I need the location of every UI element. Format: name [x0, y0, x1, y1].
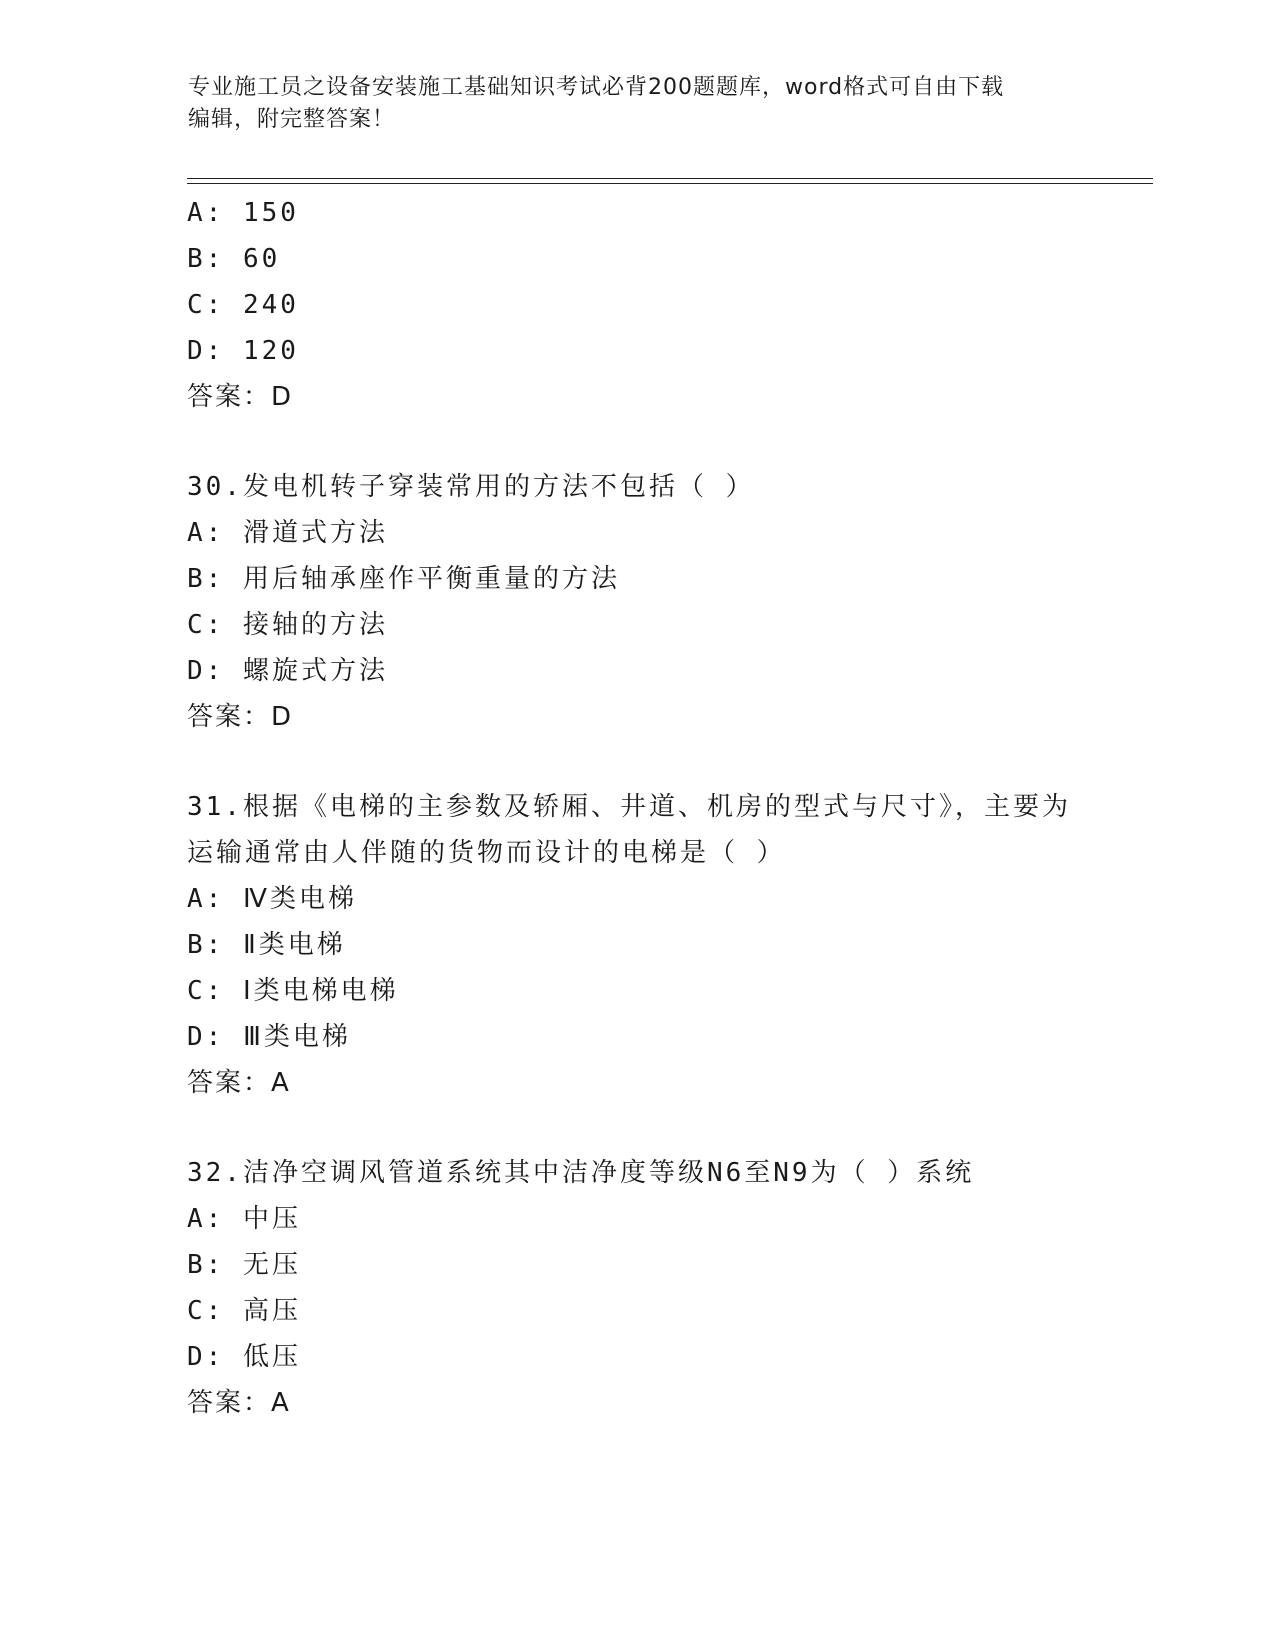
- question-31: [187, 784, 1147, 1106]
- question-text: [187, 1150, 1147, 1196]
- question-text-line: 30.发电机转子穿装常用的方法不包括（ ）: [187, 472, 755, 502]
- header-title-line-1: 专业施工员之设备安装施工基础知识考试必背200题题库，word格式可自由下载: [188, 75, 1005, 100]
- option-a: A: 中压: [187, 1204, 301, 1234]
- question-text: [187, 784, 1147, 876]
- question-text-line: 运输通常由人伴随的货物而设计的电梯是（ ）: [187, 838, 786, 868]
- option-c: C: 240: [187, 290, 299, 320]
- header-divider-bottom: [187, 183, 1153, 184]
- option-d: D: 120: [187, 336, 299, 366]
- question-29-continued: [187, 190, 1147, 420]
- option-a: A: 滑道式方法: [187, 518, 388, 548]
- header-divider-top: [187, 178, 1153, 179]
- answer-line: 答案：A: [187, 1388, 291, 1418]
- question-text: [187, 464, 1147, 510]
- answer-line: 答案：A: [187, 1068, 291, 1098]
- question-text-line: 31.根据《电梯的主参数及轿厢、井道、机房的型式与尺寸》，主要为: [187, 792, 1071, 822]
- option-d: D: Ⅲ类电梯: [187, 1022, 351, 1052]
- question-30: [187, 464, 1147, 740]
- option-b: B: 无压: [187, 1250, 301, 1280]
- option-b: B: 60: [187, 244, 281, 274]
- option-c: C: 高压: [187, 1296, 301, 1326]
- option-b: B: Ⅱ类电梯: [187, 930, 346, 960]
- option-d: D: 低压: [187, 1342, 301, 1372]
- option-c: C: Ⅰ类电梯电梯: [187, 976, 399, 1006]
- option-a: A: Ⅳ类电梯: [187, 884, 357, 914]
- option-c: C: 接轴的方法: [187, 610, 388, 640]
- document-header: [188, 72, 1068, 136]
- option-d: D: 螺旋式方法: [187, 656, 388, 686]
- question-list: [187, 190, 1147, 1426]
- answer-line: 答案：D: [187, 382, 294, 412]
- option-a: A: 150: [187, 198, 299, 228]
- header-title-line-2: 编辑，附完整答案！: [188, 107, 396, 132]
- option-b: B: 用后轴承座作平衡重量的方法: [187, 564, 620, 594]
- answer-line: 答案：D: [187, 702, 294, 732]
- question-32: [187, 1150, 1147, 1426]
- question-text-line: 32.洁净空调风管道系统其中洁净度等级N6至N9为（ ）系统: [187, 1158, 975, 1188]
